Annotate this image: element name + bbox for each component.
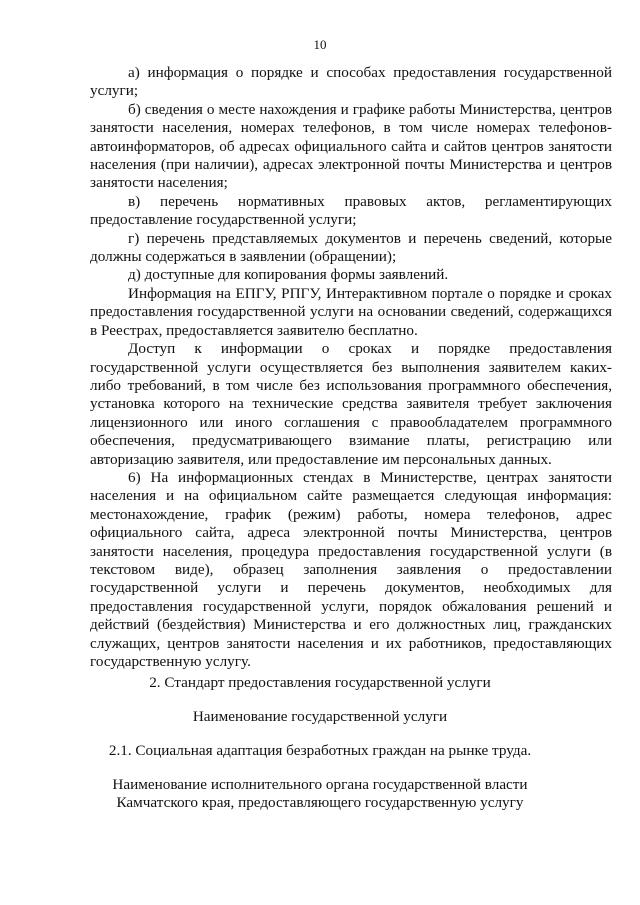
paragraph-portal-info: Информация на ЕПГУ, РПГУ, Интерактивном портале о порядке и сроках предоставления государственной услуги на основании сведений, содержащихся в Реестрах, предоставляется заявителю бесплатно. [90,284,612,339]
subheading-authority-line2: Камчатского края, предоставляющего государственную услугу [116,794,524,811]
subheading-authority-line1: Наименование исполнительного органа государственной власти [112,776,528,793]
item-2-1: 2.1. Социальная адаптация безработных граждан на рынке труда. [108,742,532,759]
paragraph-b: б) сведения о месте нахождения и графике работы Министерства, центров занятости населения, номерах телефонов, в том числе номерах телефонов-автоинформаторов, об адресах официального сайта и сайтов центров занятости населения (при наличии), адресах электронной почты Министерства и центров занятости населения; [90,100,612,192]
paragraph-v: в) перечень нормативных правовых актов, регламентирующих предоставление государственной услуги; [90,192,612,229]
paragraph-6: 6) На информационных стендах в Министерстве, центрах занятости населения и на официальном сайте размещается следующая информация: местонахождение, график (режим) работы, номера телефонов, адрес официального сайта, адреса электронной почты Министерства, центров занятости населения, процедура предоставления государственной услуги (в текстовом виде), образец заполнения заявления о предоставлении государственной услуги и перечень документов, необходимых для предоставления государственной услуги, порядок обжалования решений и действий (бездействия) Министерства и его должностных лиц, гражданских служащих, центров занятости населения и их работников, предоставляющих государственную услугу. [90,468,612,670]
paragraph-a: а) информация о порядке и способах предоставления государственной услуги; [90,64,612,100]
subheading-service-name: Наименование государственной услуги [192,708,448,725]
paragraph-access: Доступ к информации о сроках и порядке предоставления государственной услуги осуществляется без выполнения заявителем каких-либо требований, в том числе без использования программного обеспечения, установка которого на технические средства заявителя требует заключения лицензионного или иного соглашения с правообладателем программного обеспечения, предусматривающего взимание платы, регистрацию или авторизацию заявителя, или предоставление им персональных данных. [90,340,612,468]
paragraph-d: д) доступные для копирования формы заявлений. [128,266,449,284]
body-text [90,64,612,671]
section-heading: 2. Стандарт предоставления государственной услуги [149,674,491,691]
paragraph-g: г) перечень представляемых документов и перечень сведений, которые должны содержаться в заявлении (обращении); [90,229,612,266]
page-number: 10 [313,37,327,52]
